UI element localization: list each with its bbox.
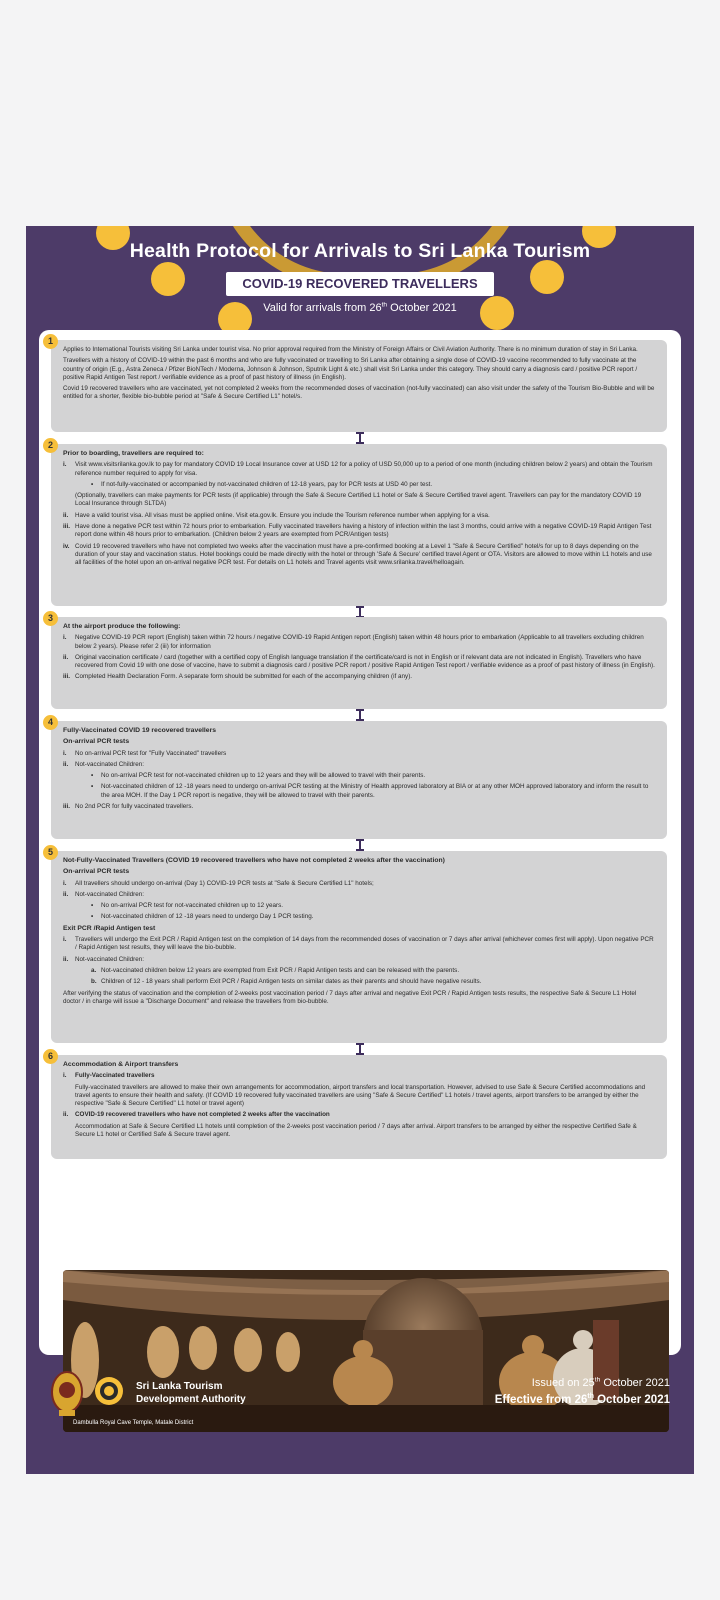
effective-date: Effective from 26th October 2021 (494, 1393, 670, 1406)
temple-illustration (63, 1270, 669, 1432)
list-item-text: If not-fully-vaccinated or accompanied by not-vaccinated children of 12-18 years, pay for PCR tests at USD 40 per test. (101, 480, 433, 488)
list-item-text: Not-vaccinated children of 12 -18 years need to undergo on-arrival PCR testing at the Ministry of Health approved laboratory at BIA or at any other MOH approved laboratory and inform the result to the area MOH. If the Day 1 PCR report is negative, they will be allowed to travel with their parents. (101, 783, 649, 799)
list-item (63, 673, 655, 681)
section-heading: Not-Fully-Vaccinated Travellers (COVID 19 recovered travellers who have not completed 2 weeks after the vaccination) (63, 857, 445, 864)
section-number-badge: 2 (43, 438, 58, 453)
sltda-logo-icon (94, 1376, 124, 1406)
section-number-badge: 1 (43, 334, 58, 349)
list-item-marker: ii. (63, 760, 69, 768)
list-item-marker: ii. (63, 955, 69, 963)
list-item-text: Have done a negative PCR test within 72 hours prior to embarkation. Fully vaccinated travellers having a history of infection within the last 3 months, could arrive with a negative COVID-19 Rapid Antigen Test report done within 48 hours prior to embarkation. (Children below 2 years are exempted from PCR/Antigen tests) (75, 523, 652, 539)
list-item (63, 654, 655, 671)
list-item (63, 803, 655, 811)
list-item (63, 967, 655, 975)
section-connector (359, 839, 361, 851)
list-item (63, 512, 655, 520)
section-subheading: On-arrival PCR tests (63, 738, 130, 746)
decorative-dot (151, 262, 185, 296)
section-paragraph: Applies to International Tourists visiting Sri Lanka under tourist visa. No prior approval required from the Ministry of Foreign Affairs or Civil Aviation Authority. There is no minimum duration of stay in Sri Lanka. (63, 346, 638, 353)
section-subheading: On-arrival PCR tests (63, 868, 130, 876)
section-connector (359, 432, 361, 444)
list-item-text: Not-vaccinated children below 12 years are exempted from Exit PCR / Rapid Antigen tests and can be released with the parents. (101, 966, 460, 974)
section-paragraph: Covid 19 recovered travellers who are vaccinated, yet not completed 2 weeks from the recommended doses of vaccination (not-fully vaccinated) can also visit under the safety of the Tourism Bio-Bubble and will be entitled for a shorter, flexible bio-bubble period at "Safe & Secure Certified L1" hotel/s. (63, 385, 655, 401)
section-6 (47, 1051, 667, 1159)
list-item-marker: iii. (63, 523, 70, 531)
list-item-marker: ii. (63, 511, 69, 519)
issued-date: Issued on 25th October 2021 (531, 1376, 670, 1389)
list-item-text: All travellers should undergo on-arrival (Day 1) COVID-19 PCR tests at "Safe & Secure Certified L1" hotels; (75, 879, 374, 887)
list-item-marker: a. (91, 966, 97, 974)
list-item (63, 1072, 655, 1080)
list-item-marker (63, 1123, 75, 1140)
list-item (63, 523, 655, 540)
list-item (63, 543, 655, 568)
section-heading: At the airport produce the following: (63, 623, 181, 630)
list-item-text: Accommodation at Safe & Secure Certified L1 hotels until completion of the 2-weeks post vaccination period / 7 days after arrival. Airport transfers to be arranged by either the respective Certified Safe & Secure L1 hotel or Certified Safe & Secure travel agent. (75, 1122, 637, 1139)
list-item (63, 978, 655, 986)
list-item-text: Visit www.visitsrilanka.gov.lk to pay for mandatory COVID 19 Local Insurance cover at USD 12 for a policy of USD 50,000 up to a period of one month (including children below 2 years) and obtain the Tourism reference number required to apply for visa. (75, 461, 653, 477)
list-item-text: Negative COVID-19 PCR report (English) taken within 72 hours / negative COVID-19 Rapid Antigen report (English) taken within 48 hours prior to embarkation (Applicable to all travellers excluding children below 2 years). Please refer 2 (iii) for information (75, 634, 644, 650)
list-item-marker: i. (63, 461, 67, 469)
section-number-badge: 4 (43, 715, 58, 730)
section-number-badge: 3 (43, 611, 58, 626)
list-item-marker: i. (63, 1072, 67, 1080)
section-subheading: Exit PCR /Rapid Antigen test (63, 924, 156, 932)
section-5 (47, 847, 667, 1043)
list-item-text: Not-vaccinated children of 12 -18 years need to undergo Day 1 PCR testing. (101, 913, 314, 921)
list-item-marker: i. (63, 749, 67, 757)
list-item-marker: i. (63, 879, 67, 887)
list-item-marker: ii. (63, 653, 69, 661)
list-item-marker: i. (63, 634, 67, 642)
list-item (63, 902, 655, 910)
list-item-marker: • (91, 480, 94, 488)
subtitle-badge: COVID-19 RECOVERED TRAVELLERS (226, 272, 494, 296)
list-item (63, 936, 655, 953)
list-item-text: Covid 19 recovered travellers who have not completed two weeks after the vaccination must have a pre-confirmed booking at a Level 1 "Safe & Secure Certified" hotel/s for up to 8 days depending on the duration of your stay and vaccination status. Hotel bookings could be made directly with the hotel or through 'Safe & Secure' certified travel Agent or OTA. Visitors are allowed to move within L1 hotels and use all facilities of the hotel upon an on-arrival negative PCR test. For details on L1 hotels and Travel agents visit www.srilanka.travel/helloagain. (75, 542, 652, 567)
list-item-marker: • (91, 902, 94, 910)
section-number-badge: 6 (43, 1049, 58, 1064)
list-item-marker: i. (63, 936, 67, 944)
list-item (63, 492, 655, 509)
list-item-text: Have a valid tourist visa. All visas must be applied online. Visit eta.gov.lk. Ensure you include the Tourism reference number when applying for a visa. (75, 511, 490, 519)
section-number-badge: 5 (43, 845, 58, 860)
list-item-marker (63, 492, 75, 509)
list-item-marker: • (91, 913, 94, 921)
list-item-text: Fully-vaccinated travellers are allowed to make their own arrangements for accommodation, airport transfers and local transportation. However, advised to use Safe & Secure Certified accommodations and travel agents to ensure their health and safety. (If COVID 19 recovered fully vaccinated travellers are using "Safe & Secure Certified" L1 hotels / travel agents, airport transfers to be arranged by either the respective "Safe & Secure Certified" L1 hotel or travel agent) (75, 1083, 646, 1108)
list-item (63, 634, 655, 651)
section-connector (359, 1043, 361, 1055)
list-item (63, 772, 655, 780)
section-3 (47, 613, 667, 709)
section-4 (47, 717, 667, 839)
list-item-text: No 2nd PCR for fully vaccinated travellers. (75, 803, 194, 811)
list-item (63, 1084, 655, 1109)
decorative-dot (530, 260, 564, 294)
list-item (63, 750, 655, 758)
list-item-text: Not-vaccinated Children: (75, 890, 144, 898)
list-item-marker: iii. (63, 803, 70, 811)
section-heading: Accommodation & Airport transfers (63, 1061, 179, 1068)
list-item (63, 1111, 655, 1119)
list-item (63, 783, 655, 800)
section-connector (359, 709, 361, 721)
poster (26, 226, 694, 1474)
list-item-text: No on-arrival PCR test for "Fully Vaccinated" travellers (75, 749, 227, 757)
list-item-marker: ii. (63, 1111, 69, 1119)
photo-caption: Dambulla Royal Cave Temple, Matale District (73, 1420, 194, 1426)
list-item (63, 761, 655, 769)
section-heading: Prior to boarding, travellers are required to: (63, 450, 204, 457)
list-item-text: Fully-Vaccinated travellers (75, 1072, 155, 1080)
list-item-marker: • (91, 783, 94, 791)
page-title: Health Protocol for Arrivals to Sri Lanka Tourism (129, 240, 591, 262)
list-item-marker (63, 1084, 75, 1109)
list-item (63, 956, 655, 964)
list-item (63, 1123, 655, 1140)
section-heading: Fully-Vaccinated COVID 19 recovered travellers (63, 727, 217, 734)
list-item (63, 913, 655, 921)
national-emblem-icon (50, 1370, 84, 1418)
list-item-text: (Optionally, travellers can make payments for PCR tests (if applicable) through the Safe & Secure Certified L1 hotel or Safe & Secure Certified travel agent. Travellers can pay for the mandatory COVID 19 Local Insurance through SLTDA) (75, 492, 642, 508)
list-item (63, 461, 655, 478)
list-item-text: No on-arrival PCR test for not-vaccinated children up to 12 years and they will be allowed to travel with their parents. (101, 772, 426, 780)
section-closing-text: After verifying the status of vaccination and the completion of 2-weeks post vaccination period / 7 days after arrival and negative Exit PCR / Rapid Antigen tests results, the respective Safe & Secure L1 Hotel doctor / in charge will issue a "Discharge Document" and release the travellers from bio-bubble. (63, 989, 637, 1005)
list-item-text: Not-vaccinated Children: (75, 760, 144, 768)
section-paragraph: Travellers with a history of COVID-19 within the past 6 months and who are fully vaccinated or travelling to Sri Lanka after obtaining a single dose of COVID-19 vaccine recommended to fully vaccinate at the country of origin (E.g., Astra Zeneca / Pfizer BioNTech / Moderna, Johnson & Johnson, Sputnik Light & etc.) shall visit Sri Lanka under this category. They should carry a diagnosis card / positive PCR report / positive Rapid Antigen Test report / verifiable evidence as a proof of past history of illness (in English). (63, 357, 638, 381)
list-item-text: Not-vaccinated Children: (75, 955, 144, 963)
list-item (63, 891, 655, 899)
list-item-marker: iii. (63, 673, 70, 681)
list-item-text: Children of 12 - 18 years shall perform Exit PCR / Rapid Antigen tests on similar dates as their parents and should have negative results. (101, 978, 482, 986)
list-item-text: Travellers will undergo the Exit PCR / Rapid Antigen test on the completion of 14 days from the recommended doses of vaccination or 7 days after arrival (whichever comes first will apply). Upon negative PCR / Rapid Antigen test results, they will leave the bio-bubble. (75, 936, 654, 952)
validity-line: Valid for arrivals from 26th October 2021 (263, 301, 457, 314)
list-item (63, 880, 655, 888)
temple-photo (63, 1270, 669, 1432)
organization-line-2: Development Authority (136, 1394, 246, 1405)
list-item-marker: ii. (63, 890, 69, 898)
list-item-marker: iv. (63, 542, 70, 550)
section-1 (47, 336, 667, 432)
list-item-marker: b. (91, 978, 97, 986)
list-item-marker: • (91, 772, 94, 780)
list-item-text: Original vaccination certificate / card (together with a certified copy of English language translation if the certificate/card is not in English or if relevant data are not indicated in English). Travellers who have recovered from Covid 19 with one dose of vaccine, have to submit a diagnosis card / positive PCR report / positive Rapid Antigen Test report / verifiable evidence as a proof of past history of illness (in English). (75, 653, 655, 670)
list-item-text: No on-arrival PCR test for not-vaccinated children up to 12 years. (101, 902, 283, 910)
section-2 (47, 440, 667, 606)
list-item-text: COVID-19 recovered travellers who have not completed 2 weeks after the vaccination (75, 1111, 330, 1119)
organization-line-1: Sri Lanka Tourism (136, 1381, 223, 1392)
list-item (63, 481, 655, 489)
organization-name (136, 1380, 246, 1406)
list-item-text: Completed Health Declaration Form. A separate form should be submitted for each of the accompanying children (if any). (75, 673, 413, 681)
